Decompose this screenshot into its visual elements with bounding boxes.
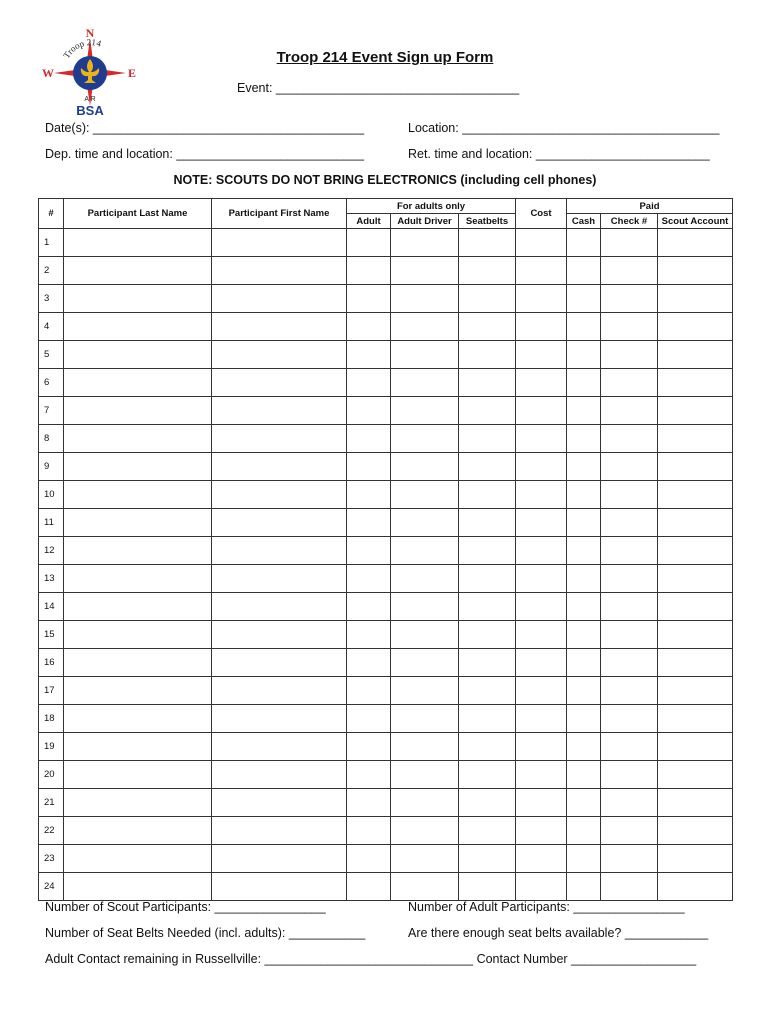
- cash-cell[interactable]: [567, 229, 601, 257]
- first-name-cell[interactable]: [212, 453, 347, 481]
- last-name-cell[interactable]: [64, 285, 212, 313]
- table-row: [39, 453, 733, 481]
- adult-cell[interactable]: [347, 761, 391, 789]
- adult-cell[interactable]: [347, 285, 391, 313]
- adult-participants-field[interactable]: Number of Adult Participants: ________________: [408, 900, 685, 914]
- table-row: [39, 397, 733, 425]
- last-name-cell[interactable]: [64, 733, 212, 761]
- cash-cell[interactable]: [567, 313, 601, 341]
- first-name-cell[interactable]: [212, 565, 347, 593]
- first-name-cell[interactable]: [212, 789, 347, 817]
- seatbelts-cell[interactable]: [459, 733, 516, 761]
- enough-seat-belts-field[interactable]: Are there enough seat belts available? ____________: [408, 926, 709, 940]
- first-name-cell[interactable]: [212, 817, 347, 845]
- table-row: [39, 733, 733, 761]
- cash-cell[interactable]: [567, 621, 601, 649]
- scout-account-cell[interactable]: [658, 397, 733, 425]
- compass-letter-e: E: [127, 66, 137, 80]
- adult-cell[interactable]: [347, 677, 391, 705]
- adult-driver-cell[interactable]: [391, 761, 459, 789]
- first-name-cell[interactable]: [212, 285, 347, 313]
- adult-cell[interactable]: [347, 397, 391, 425]
- seatbelts-cell[interactable]: [459, 873, 516, 901]
- row-number: 15: [39, 621, 64, 649]
- last-name-cell[interactable]: [64, 397, 212, 425]
- adult-driver-cell[interactable]: [391, 733, 459, 761]
- table-header-row: [39, 199, 733, 214]
- last-name-cell[interactable]: [64, 425, 212, 453]
- cost-cell[interactable]: [516, 593, 567, 621]
- table-row: [39, 845, 733, 873]
- seatbelts-cell[interactable]: [459, 593, 516, 621]
- header-seatbelts: Seatbelts: [459, 214, 516, 229]
- first-name-cell[interactable]: [212, 425, 347, 453]
- scout-account-cell[interactable]: [658, 817, 733, 845]
- scout-account-cell[interactable]: [658, 649, 733, 677]
- first-name-cell[interactable]: [212, 313, 347, 341]
- check-cell[interactable]: [601, 285, 658, 313]
- scout-account-cell[interactable]: [658, 257, 733, 285]
- first-name-cell[interactable]: [212, 649, 347, 677]
- adult-cell[interactable]: [347, 733, 391, 761]
- logo-small-letters: A R: [84, 96, 96, 103]
- first-name-cell[interactable]: [212, 369, 347, 397]
- cost-cell[interactable]: [516, 565, 567, 593]
- row-number: 22: [39, 817, 64, 845]
- scout-account-cell[interactable]: [658, 677, 733, 705]
- table-row: [39, 817, 733, 845]
- check-cell[interactable]: [601, 649, 658, 677]
- last-name-cell[interactable]: [64, 845, 212, 873]
- first-name-cell[interactable]: [212, 537, 347, 565]
- header-scout-account: Scout Account: [658, 214, 733, 229]
- adult-driver-cell[interactable]: [391, 705, 459, 733]
- last-name-cell[interactable]: [64, 621, 212, 649]
- first-name-cell[interactable]: [212, 481, 347, 509]
- cost-cell[interactable]: [516, 229, 567, 257]
- seatbelts-cell[interactable]: [459, 845, 516, 873]
- scout-account-cell[interactable]: [658, 313, 733, 341]
- first-name-cell[interactable]: [212, 397, 347, 425]
- cash-cell[interactable]: [567, 873, 601, 901]
- scout-account-cell[interactable]: [658, 341, 733, 369]
- row-number: 18: [39, 705, 64, 733]
- seatbelts-cell[interactable]: [459, 481, 516, 509]
- table-row: [39, 565, 733, 593]
- scout-account-cell[interactable]: [658, 425, 733, 453]
- cash-cell[interactable]: [567, 285, 601, 313]
- last-name-cell[interactable]: [64, 257, 212, 285]
- first-name-cell[interactable]: [212, 761, 347, 789]
- adult-cell[interactable]: [347, 873, 391, 901]
- adult-driver-cell[interactable]: [391, 313, 459, 341]
- signup-table: [38, 198, 733, 901]
- last-name-cell[interactable]: [64, 817, 212, 845]
- table-row: [39, 313, 733, 341]
- table-body: [39, 229, 733, 901]
- last-name-cell[interactable]: [64, 369, 212, 397]
- check-cell[interactable]: [601, 537, 658, 565]
- cost-cell[interactable]: [516, 705, 567, 733]
- last-name-cell[interactable]: [64, 761, 212, 789]
- cost-cell[interactable]: [516, 873, 567, 901]
- seatbelts-cell[interactable]: [459, 453, 516, 481]
- header-first-name: Participant First Name: [212, 199, 347, 229]
- row-number: 2: [39, 257, 64, 285]
- last-name-cell[interactable]: [64, 705, 212, 733]
- check-cell[interactable]: [601, 509, 658, 537]
- last-name-cell[interactable]: [64, 677, 212, 705]
- cash-cell[interactable]: [567, 257, 601, 285]
- last-name-cell[interactable]: [64, 341, 212, 369]
- check-cell[interactable]: [601, 845, 658, 873]
- compass-letter-n: N: [85, 28, 95, 40]
- scout-account-cell[interactable]: [658, 509, 733, 537]
- cash-cell[interactable]: [567, 845, 601, 873]
- adult-cell[interactable]: [347, 229, 391, 257]
- row-number: 17: [39, 677, 64, 705]
- check-cell[interactable]: [601, 593, 658, 621]
- row-number: 10: [39, 481, 64, 509]
- scout-account-cell[interactable]: [658, 593, 733, 621]
- adult-cell[interactable]: [347, 509, 391, 537]
- row-number: 11: [39, 509, 64, 537]
- row-number: 8: [39, 425, 64, 453]
- adult-cell[interactable]: [347, 537, 391, 565]
- cost-cell[interactable]: [516, 369, 567, 397]
- header-adults-only: For adults only: [347, 199, 516, 214]
- table-row: [39, 481, 733, 509]
- cash-cell[interactable]: [567, 453, 601, 481]
- check-cell[interactable]: [601, 397, 658, 425]
- cost-cell[interactable]: [516, 537, 567, 565]
- adult-driver-cell[interactable]: [391, 397, 459, 425]
- first-name-cell[interactable]: [212, 733, 347, 761]
- seatbelts-cell[interactable]: [459, 817, 516, 845]
- seatbelts-cell[interactable]: [459, 509, 516, 537]
- first-name-cell[interactable]: [212, 257, 347, 285]
- scout-account-cell[interactable]: [658, 369, 733, 397]
- adult-cell[interactable]: [347, 369, 391, 397]
- check-cell[interactable]: [601, 761, 658, 789]
- adult-driver-cell[interactable]: [391, 789, 459, 817]
- adult-cell[interactable]: [347, 453, 391, 481]
- adult-driver-cell[interactable]: [391, 285, 459, 313]
- last-name-cell[interactable]: [64, 453, 212, 481]
- adult-cell[interactable]: [347, 425, 391, 453]
- adult-cell[interactable]: [347, 481, 391, 509]
- adult-driver-cell[interactable]: [391, 873, 459, 901]
- adult-driver-cell[interactable]: [391, 537, 459, 565]
- seatbelts-cell[interactable]: [459, 285, 516, 313]
- cost-cell[interactable]: [516, 509, 567, 537]
- form-title: Troop 214 Event Sign up Form: [276, 49, 494, 66]
- adult-driver-cell[interactable]: [391, 341, 459, 369]
- seatbelts-cell[interactable]: [459, 313, 516, 341]
- header-paid: Paid: [567, 199, 733, 214]
- adult-contact-field[interactable]: Adult Contact remaining in Russellville: ______________________________ Contact Number __________________: [45, 952, 697, 966]
- check-cell[interactable]: [601, 257, 658, 285]
- check-cell[interactable]: [601, 565, 658, 593]
- row-number: 4: [39, 313, 64, 341]
- check-cell[interactable]: [601, 817, 658, 845]
- header-number: #: [39, 199, 64, 229]
- first-name-cell[interactable]: [212, 229, 347, 257]
- adult-driver-cell[interactable]: [391, 565, 459, 593]
- cost-cell[interactable]: [516, 621, 567, 649]
- first-name-cell[interactable]: [212, 509, 347, 537]
- header-adult: Adult: [347, 214, 391, 229]
- scout-account-cell[interactable]: [658, 285, 733, 313]
- cash-cell[interactable]: [567, 397, 601, 425]
- scout-account-cell[interactable]: [658, 845, 733, 873]
- cost-cell[interactable]: [516, 649, 567, 677]
- seatbelts-cell[interactable]: [459, 537, 516, 565]
- table-row: [39, 341, 733, 369]
- first-name-cell[interactable]: [212, 593, 347, 621]
- adult-driver-cell[interactable]: [391, 369, 459, 397]
- check-cell[interactable]: [601, 733, 658, 761]
- scout-account-cell[interactable]: [658, 453, 733, 481]
- adult-cell[interactable]: [347, 845, 391, 873]
- adult-driver-cell[interactable]: [391, 621, 459, 649]
- departure-field[interactable]: Dep. time and location: ___________________________: [45, 147, 365, 161]
- header-cost: Cost: [516, 199, 567, 229]
- first-name-cell[interactable]: [212, 341, 347, 369]
- cost-cell[interactable]: [516, 481, 567, 509]
- adult-driver-cell[interactable]: [391, 677, 459, 705]
- cost-cell[interactable]: [516, 397, 567, 425]
- bsa-text: BSA: [76, 103, 104, 118]
- row-number: 7: [39, 397, 64, 425]
- table-row: [39, 621, 733, 649]
- check-cell[interactable]: [601, 677, 658, 705]
- table-row: [39, 677, 733, 705]
- scout-account-cell[interactable]: [658, 229, 733, 257]
- cash-cell[interactable]: [567, 369, 601, 397]
- check-cell[interactable]: [601, 229, 658, 257]
- adult-cell[interactable]: [347, 789, 391, 817]
- dates-field[interactable]: Date(s): _______________________________________: [45, 121, 365, 135]
- adult-cell[interactable]: [347, 649, 391, 677]
- seat-belts-needed-field[interactable]: Number of Seat Belts Needed (incl. adults): ___________: [45, 926, 366, 940]
- adult-driver-cell[interactable]: [391, 481, 459, 509]
- seatbelts-cell[interactable]: [459, 397, 516, 425]
- table-row: [39, 593, 733, 621]
- adult-driver-cell[interactable]: [391, 257, 459, 285]
- cash-cell[interactable]: [567, 537, 601, 565]
- seatbelts-cell[interactable]: [459, 677, 516, 705]
- check-cell[interactable]: [601, 453, 658, 481]
- adult-cell[interactable]: [347, 313, 391, 341]
- check-cell[interactable]: [601, 481, 658, 509]
- cost-cell[interactable]: [516, 285, 567, 313]
- last-name-cell[interactable]: [64, 565, 212, 593]
- row-number: 21: [39, 789, 64, 817]
- cost-cell[interactable]: [516, 313, 567, 341]
- table-row: [39, 873, 733, 901]
- row-number: 14: [39, 593, 64, 621]
- cost-cell[interactable]: [516, 845, 567, 873]
- header-last-name: Participant Last Name: [64, 199, 212, 229]
- last-name-cell[interactable]: [64, 537, 212, 565]
- check-cell[interactable]: [601, 425, 658, 453]
- troop-compass-logo: [40, 28, 140, 120]
- check-cell[interactable]: [601, 873, 658, 901]
- electronics-note: NOTE: SCOUTS DO NOT BRING ELECTRONICS (including cell phones): [173, 173, 597, 187]
- cash-cell[interactable]: [567, 649, 601, 677]
- table-row: [39, 649, 733, 677]
- cost-cell[interactable]: [516, 677, 567, 705]
- seatbelts-cell[interactable]: [459, 705, 516, 733]
- cash-cell[interactable]: [567, 425, 601, 453]
- table-row: [39, 229, 733, 257]
- row-number: 19: [39, 733, 64, 761]
- troop-arc-text: Troop 214: [61, 37, 103, 61]
- adult-driver-cell[interactable]: [391, 817, 459, 845]
- row-number: 24: [39, 873, 64, 901]
- event-field[interactable]: Event: ___________________________________: [237, 81, 520, 95]
- adult-cell[interactable]: [347, 593, 391, 621]
- scout-account-cell[interactable]: [658, 733, 733, 761]
- last-name-cell[interactable]: [64, 229, 212, 257]
- adult-driver-cell[interactable]: [391, 229, 459, 257]
- scout-participants-field[interactable]: Number of Scout Participants: ________________: [45, 900, 326, 914]
- last-name-cell[interactable]: [64, 481, 212, 509]
- seatbelts-cell[interactable]: [459, 341, 516, 369]
- scout-account-cell[interactable]: [658, 789, 733, 817]
- cash-cell[interactable]: [567, 593, 601, 621]
- seatbelts-cell[interactable]: [459, 565, 516, 593]
- first-name-cell[interactable]: [212, 677, 347, 705]
- return-field[interactable]: Ret. time and location: _________________________: [408, 147, 710, 161]
- row-number: 16: [39, 649, 64, 677]
- table-row: [39, 369, 733, 397]
- table-row: [39, 509, 733, 537]
- row-number: 23: [39, 845, 64, 873]
- seatbelts-cell[interactable]: [459, 621, 516, 649]
- row-number: 6: [39, 369, 64, 397]
- cash-cell[interactable]: [567, 509, 601, 537]
- adult-driver-cell[interactable]: [391, 649, 459, 677]
- scout-account-cell[interactable]: [658, 705, 733, 733]
- cost-cell[interactable]: [516, 341, 567, 369]
- first-name-cell[interactable]: [212, 705, 347, 733]
- last-name-cell[interactable]: [64, 593, 212, 621]
- cost-cell[interactable]: [516, 761, 567, 789]
- first-name-cell[interactable]: [212, 621, 347, 649]
- table-row: [39, 285, 733, 313]
- last-name-cell[interactable]: [64, 649, 212, 677]
- adult-cell[interactable]: [347, 621, 391, 649]
- row-number: 20: [39, 761, 64, 789]
- table-row: [39, 761, 733, 789]
- check-cell[interactable]: [601, 621, 658, 649]
- scout-account-cell[interactable]: [658, 761, 733, 789]
- cash-cell[interactable]: [567, 481, 601, 509]
- adult-cell[interactable]: [347, 705, 391, 733]
- seatbelts-cell[interactable]: [459, 649, 516, 677]
- row-number: 3: [39, 285, 64, 313]
- header-check: Check #: [601, 214, 658, 229]
- first-name-cell[interactable]: [212, 873, 347, 901]
- last-name-cell[interactable]: [64, 313, 212, 341]
- scout-account-cell[interactable]: [658, 537, 733, 565]
- cost-cell[interactable]: [516, 257, 567, 285]
- adult-driver-cell[interactable]: [391, 453, 459, 481]
- check-cell[interactable]: [601, 789, 658, 817]
- last-name-cell[interactable]: [64, 873, 212, 901]
- adult-driver-cell[interactable]: [391, 509, 459, 537]
- cost-cell[interactable]: [516, 425, 567, 453]
- adult-driver-cell[interactable]: [391, 425, 459, 453]
- cost-cell[interactable]: [516, 733, 567, 761]
- cash-cell[interactable]: [567, 341, 601, 369]
- seatbelts-cell[interactable]: [459, 257, 516, 285]
- cash-cell[interactable]: [567, 789, 601, 817]
- scout-account-cell[interactable]: [658, 565, 733, 593]
- adult-cell[interactable]: [347, 341, 391, 369]
- scout-account-cell[interactable]: [658, 621, 733, 649]
- last-name-cell[interactable]: [64, 789, 212, 817]
- last-name-cell[interactable]: [64, 509, 212, 537]
- cash-cell[interactable]: [567, 705, 601, 733]
- header-adult-driver: Adult Driver: [391, 214, 459, 229]
- table-row: [39, 705, 733, 733]
- seatbelts-cell[interactable]: [459, 369, 516, 397]
- adult-driver-cell[interactable]: [391, 593, 459, 621]
- row-number: 1: [39, 229, 64, 257]
- row-number: 13: [39, 565, 64, 593]
- cost-cell[interactable]: [516, 789, 567, 817]
- adult-cell[interactable]: [347, 565, 391, 593]
- table-row: [39, 425, 733, 453]
- table-row: [39, 537, 733, 565]
- first-name-cell[interactable]: [212, 845, 347, 873]
- cash-cell[interactable]: [567, 565, 601, 593]
- check-cell[interactable]: [601, 341, 658, 369]
- adult-cell[interactable]: [347, 817, 391, 845]
- adult-cell[interactable]: [347, 257, 391, 285]
- row-number: 5: [39, 341, 64, 369]
- seatbelts-cell[interactable]: [459, 789, 516, 817]
- cash-cell[interactable]: [567, 817, 601, 845]
- cost-cell[interactable]: [516, 817, 567, 845]
- cash-cell[interactable]: [567, 733, 601, 761]
- header-cash: Cash: [567, 214, 601, 229]
- check-cell[interactable]: [601, 369, 658, 397]
- check-cell[interactable]: [601, 313, 658, 341]
- table-row: [39, 789, 733, 817]
- cash-cell[interactable]: [567, 761, 601, 789]
- compass-letter-w: W: [42, 66, 54, 80]
- check-cell[interactable]: [601, 705, 658, 733]
- location-field[interactable]: Location: _____________________________________: [408, 121, 720, 135]
- cost-cell[interactable]: [516, 453, 567, 481]
- seatbelts-cell[interactable]: [459, 229, 516, 257]
- seatbelts-cell[interactable]: [459, 425, 516, 453]
- scout-account-cell[interactable]: [658, 481, 733, 509]
- row-number: 12: [39, 537, 64, 565]
- scout-account-cell[interactable]: [658, 873, 733, 901]
- seatbelts-cell[interactable]: [459, 761, 516, 789]
- cash-cell[interactable]: [567, 677, 601, 705]
- table-row: [39, 257, 733, 285]
- adult-driver-cell[interactable]: [391, 845, 459, 873]
- row-number: 9: [39, 453, 64, 481]
